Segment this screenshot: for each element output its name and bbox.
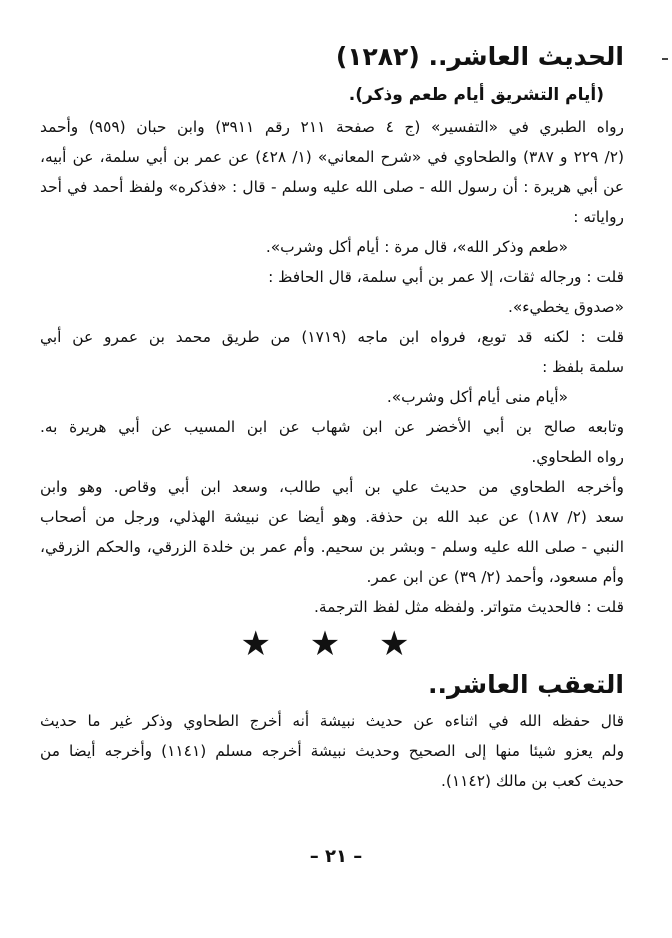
- hadith-title: الحديث العاشر.. (١٢٨٢): [335, 42, 624, 71]
- page-content: [40, 36, 624, 898]
- quote-line: «صدوق يخطيء».: [507, 298, 624, 316]
- text-line: وأم مسعود، وأحمد (٢/ ٣٩) عن ابن عمر.: [366, 568, 624, 586]
- text-line: رواه الطبري في «التفسير» (ج ٤ صفحة ٢١١ رقم ٣٩١١) وابن حبان (٩٥٩) وأحمد: [40, 118, 624, 136]
- quote-line: «طعم وذكر الله»، قال مرة : أيام أكل وشرب».: [265, 238, 568, 256]
- text-line: ولم يعزو شيئا منها إلى الصحيح وحديث نبيشة أخرجه مسلم (١١٤١) وأخرجه أيضا من: [40, 742, 625, 760]
- paragraph-supporting-chain: [40, 412, 624, 472]
- text-line: وتابعه صالح بن أبي الأخضر عن ابن شهاب عن ابن المسيب عن أبي هريرة به.: [40, 418, 624, 436]
- paragraph-other-narrations: [40, 472, 624, 592]
- text-line: حديث كعب بن مالك (١١٤٢).: [440, 772, 624, 790]
- quote-line: «أيام منى أيام أكل وشرب».: [386, 388, 568, 406]
- text-line: قلت : لكنه قد توبع، فرواه ابن ماجه (١٧١٩) من طريق محمد بن عمرو عن أبي: [40, 328, 624, 346]
- page-number: – ٢١ –: [309, 846, 363, 867]
- critique-title: التعقب العاشر..: [427, 670, 624, 699]
- text-line: وأخرجه الطحاوي من حديث علي بن أبي طالب، وسعد ابن أبي وقاص. وهو وابن: [40, 478, 624, 496]
- text-line: (٢/ ٢٢٩ و ٣٨٧) والطحاوي في «شرح المعاني» (١/ ٤٢٨) عن عمر بن أبي سلمة، عن أبيه،: [40, 148, 625, 166]
- text-line: رواه الطحاوي.: [531, 448, 624, 466]
- paragraph-follow-up: [40, 322, 624, 382]
- conclusion-line: قلت : فالحديث متواتر. ولفظه مثل لفظ الترجمة.: [314, 598, 624, 616]
- text-line: سعد (٢/ ١٨٧) عن عبد الله بن حذفة. وهو أيضا عن نبيشة الهذلي، ورجل من أصحاب: [40, 508, 625, 526]
- text-line: قال حفظه الله في اثناءه عن حديث نبيشة أنه أخرج الطحاوي وذكر غير ما حديث: [40, 712, 624, 730]
- hadith-subtitle: (أيام التشريق أيام طعم وذكر).: [348, 85, 604, 105]
- paragraph-critique: [40, 706, 624, 796]
- text-line: سلمة بلفظ :: [542, 358, 624, 376]
- page-edge-mark: [662, 58, 668, 60]
- star-divider: ★ ★ ★: [240, 624, 424, 664]
- text-line: عن أبي هريرة : أن رسول الله - صلى الله عليه وسلم - قال : «فذكره» ولفظ أحمد في أحد: [40, 178, 624, 196]
- text-line: قلت : ورجاله ثقات، إلا عمر بن أبي سلمة، قال الحافظ :: [268, 268, 624, 286]
- paragraph-narration: [40, 112, 624, 232]
- text-line: رواياته :: [573, 208, 624, 226]
- text-line: النبي - صلى الله عليه وسلم - وبشر بن سحيم. وأم عمر بن خلدة الزرقي، والحكم الزرقي،: [40, 538, 624, 556]
